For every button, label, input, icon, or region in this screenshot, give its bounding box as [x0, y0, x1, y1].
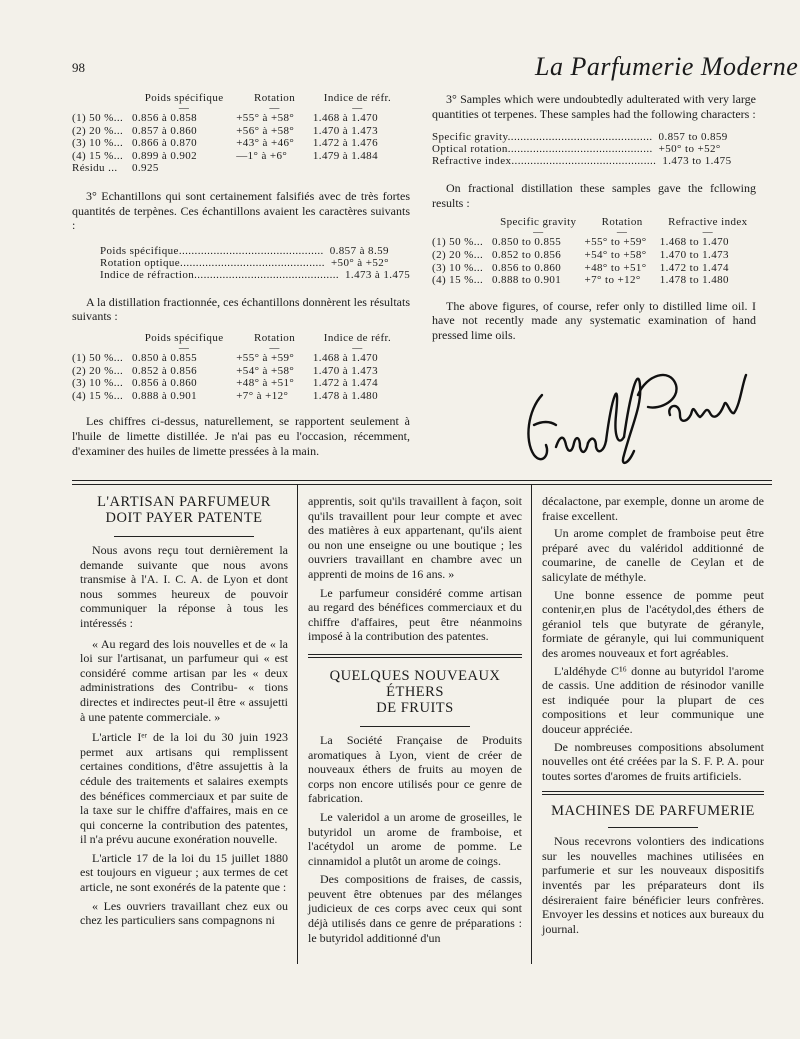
paragraph: L'article 17 de la loi du 15 juillet 1880 est toujours en vigueur ; aux termes de cet article, ne sont exonérés de la patente que :: [80, 850, 288, 895]
table-cell: 0.888 to 0.901: [492, 274, 562, 287]
paragraph: A la distillation fractionnée, ces échantillons donnèrent les résultats suivants :: [72, 294, 410, 324]
table-cell: +54° à +58°: [236, 364, 295, 377]
table-row: [432, 249, 756, 262]
table-cell: +48° to +51°: [584, 261, 647, 274]
table-cell: +55° à +59°: [236, 351, 295, 364]
table-header: Poids spécifique: [144, 331, 224, 344]
table-cell: +55° à +58°: [236, 112, 295, 124]
property-label: Indice de réfraction: [100, 268, 195, 281]
journal-title: La Parfumerie Moderne: [535, 52, 799, 81]
table-cell: (1) 50 %...: [72, 112, 124, 124]
property-value: 1.473 à 1.475: [345, 268, 411, 281]
paragraph: Nous recevrons volontiers des indications sur les nouvelles machines utilisées en parfumerie et sur les nouveaux dispositifs inventés par les préparateurs dont ils désireraient faire bénéficier leurs confrères. Envoyer les dessins et notices aux bureaux du journal.: [542, 834, 764, 936]
property-value: 0.857 à 8.59: [329, 244, 389, 257]
table-cell: 1.468 à 1.470: [312, 351, 378, 364]
table-cell: 1.478 to 1.480: [659, 274, 729, 287]
article-title-line: QUELQUES NOUVEAUX ÉTHERS: [329, 667, 501, 700]
table-cell: 1.470 to 1.473: [659, 248, 729, 261]
table-cell: 0.899 à 0.902: [132, 149, 198, 162]
table-cell: 0.866 à 0.870: [132, 137, 198, 150]
table-header: Indice de réfr.: [323, 92, 392, 104]
table-row: [72, 150, 402, 163]
table-row: [72, 365, 402, 378]
table-row: [432, 274, 756, 287]
table-header: [72, 92, 132, 106]
table-row: [432, 262, 756, 275]
paragraph: 3° Echantillons qui sont certainement falsifiés avec de très fortes quantités de terpènes. Ces échantillons avaient les caractères suivants :: [72, 188, 410, 233]
property-value: +50° à +52°: [330, 256, 389, 269]
table-cell: 1.468 to 1.470: [659, 236, 729, 249]
paragraph: De nombreuses compositions absolument nouvelles ont été créées par la S. F. P. A. pour toutes sortes d'aromes de fruits artificiels.: [542, 739, 764, 783]
section-rule: [308, 654, 522, 655]
table-header: [72, 332, 132, 346]
table-cell: 1.468 à 1.470: [312, 112, 378, 124]
column-rule: [297, 484, 298, 964]
table-cell: 0.856 to 0.860: [492, 261, 562, 274]
table-header: Rotation: [254, 331, 296, 344]
article-title-line: DE FRUITS: [376, 699, 454, 716]
column-1: [80, 494, 288, 928]
paragraph: apprentis, soit qu'ils travaillent à façon, soit qu'ils travaillent pour leur compte et avec des matières à eux appartenant, qu'ils aient ou non une enseigne ou une boutique ; les ouvriers travaillant en chambre avec un apprenti de moins de 16 ans. »: [308, 494, 522, 581]
table-cell: +55° to +59°: [584, 236, 647, 249]
section-rule: [542, 791, 764, 792]
table-cell: 0.856 à 0.860: [132, 377, 198, 390]
paragraph: Des compositions de fraises, de cassis, peuvent être obtenues par des mélanges judicieux de ces corps avec ceux qui sont déjà utilisés dans ce genre de préparations : le butyridol additionné d'un: [308, 872, 522, 945]
paragraph: décalactone, par exemple, donne un arome de fraise excellent.: [542, 494, 764, 523]
properties-list: [432, 131, 732, 167]
article-title: [308, 668, 522, 716]
table-cell: 0.852 à 0.856: [132, 364, 198, 377]
article-title-line: L'ARTISAN PARFUMEUR: [97, 494, 271, 510]
paragraph: L'aldéhyde C¹⁶ donne au butyridol l'arome de cassis. Une addition de résinodor vanille est indiquée pour la plupart de ces compositions et leur communique une douceur appréciée.: [542, 663, 764, 736]
property-label: Refractive index: [432, 155, 512, 168]
paragraph: Un arome complet de framboise peut être préparé avec du valéridol additionné de coumarine, de canelle de Ceylan et de salicylate de méthyle.: [542, 526, 764, 584]
table-header: [432, 216, 492, 230]
right-top-section: [432, 92, 756, 343]
section-rule: [542, 794, 764, 795]
title-rule: [608, 827, 698, 828]
title-rule: [360, 726, 470, 727]
paragraph: « Au regard des lois nouvelles et de « la loi sur l'artisanat, un parfumeur qui « est considéré comme artisan par les « deux administrations des Contribu- « tions directes et indirectes peut-il être « assujetti à une patente commerciale. »: [80, 636, 288, 724]
column-3: [542, 494, 764, 936]
table-cell: 1.478 à 1.480: [312, 389, 378, 402]
french-table-2: Poids spécifique Rotation Indice de réfr. — — — (1) 50 %... 0.850 à 0.855 +55° à +59° 1.468 à 1.470 (2) 20 %... 0.852 à 0.856 +54° à +58° 1.470 à 1.473 (3) 10 %... 0.856 à 0.860 +48° à +51° 1.472 à 1.474 (4) 15 %... 0.888 à 0.901 +7° à +12° 1.478 à 1.480: [72, 332, 402, 402]
paragraph: Nous avons reçu tout dernièrement la demande suivante que nous avons transmise à l'A. I. C. A. de Lyon et dont nous sommes heureux de pouvoir communiquer la réponse à tous les intéressés :: [80, 543, 288, 630]
property-row: Optical rotation.............................................. +50° to +52°: [432, 143, 732, 155]
paragraph: On fractional distillation these samples gave the fcllowing results :: [432, 181, 756, 210]
table-row: [72, 377, 402, 390]
left-top-section: [72, 92, 410, 458]
table-cell: 1.470 à 1.473: [312, 124, 378, 137]
paragraph: 3° Samples which were undoubtedly adulterated with very large quantities ot terpenes. These samples had the following characters :: [432, 92, 756, 121]
paragraph: Les chiffres ci-dessus, naturellement, se rapportent seulement à l'huile de limette distillée. Je n'ai pas eu l'occasion, récemment, d'examiner des huiles de limette pressées à la main.: [72, 414, 410, 458]
horizontal-rule: [72, 484, 772, 485]
table-cell: (4) 15 %...: [72, 149, 124, 162]
property-label: Specific gravity: [432, 131, 508, 144]
french-table-1: Poids spécifique Rotation Indice de réfr. — — — (1) 50 %... 0.856 à 0.858 +55° à +58° 1.468 à 1.470 (2) 20 %... 0.857 à 0.860 +56° à +58° 1.470 à 1.473 (3) 10 %... 0.866 à 0.870 +43° à +46° 1.472 à 1.476 (4) 15 %... 0.899 à 0.902 —1° à +6° 1.479 à 1.484 Résidu ... 0.925: [72, 92, 402, 175]
table-row: [432, 236, 756, 249]
paragraph: The above figures, of course, refer only to distilled lime oil. I have not recently made any systematic examination of hand pressed lime oils.: [432, 298, 756, 342]
property-value: 1.473 to 1.475: [662, 155, 732, 168]
table-cell: +48° à +51°: [236, 377, 295, 390]
table-header: Refractive index: [668, 216, 748, 229]
table-cell: 0.857 à 0.860: [132, 124, 198, 137]
table-cell: (2) 20 %...: [432, 248, 484, 261]
section-rule: [308, 657, 522, 658]
property-label: Optical rotation: [432, 143, 508, 156]
table-cell: 0.856 à 0.858: [132, 112, 198, 124]
table-cell: 1.472 à 1.474: [312, 377, 378, 390]
property-label: Poids spécifique: [100, 244, 179, 257]
table-cell: (3) 10 %...: [432, 261, 484, 274]
table-header: Specific gravity: [500, 216, 577, 229]
table-cell: 0.888 à 0.901: [132, 389, 198, 402]
table-row: [72, 352, 402, 365]
table-row: [72, 162, 402, 175]
article-title: [80, 494, 288, 526]
table-cell: —1° à +6°: [236, 149, 288, 162]
horizontal-rule: [72, 480, 772, 481]
table-cell: 0.850 à 0.855: [132, 351, 198, 364]
property-value: +50° to +52°: [658, 143, 721, 156]
paragraph: Une bonne essence de pomme peut contenir,en plus de l'acétydol,des éthers de géraniol tels que butyrate de géranyle, formiate de géranyle, qui lui communiquent des aromes nouveaux et fort agréables.: [542, 587, 764, 660]
property-row: Poids spécifique.............................................. 0.857 à 8.59: [100, 244, 389, 257]
table-cell: 0.850 to 0.855: [492, 236, 562, 249]
table-cell: Résidu ...: [72, 162, 118, 175]
table-cell: 1.472 à 1.476: [312, 137, 378, 150]
table-row: [72, 390, 402, 403]
property-row: Indice de réfraction.............................................. 1.473 à 1.475: [100, 268, 411, 281]
table-cell: (1) 50 %...: [72, 351, 124, 364]
property-row: Refractive index.............................................. 1.473 to 1.475: [432, 155, 732, 168]
column-2: [308, 494, 522, 945]
table-cell: 0.852 to 0.856: [492, 248, 562, 261]
title-rule: [114, 536, 254, 537]
paragraph: L'article Iᵉʳ de la loi du 30 juin 1923 permet aux artisans qui remplissent certaines conditions, d'être assujettis à la cédule des traitements et salaires exempts des bénéfices commerciaux et par suite de la taxe sur le chiffre d'affaires, mais en ce qui concerne la contribution des patentes, il n'a prévu aucune exonération nouvelle.: [80, 730, 288, 847]
table-cell: +7° à +12°: [236, 389, 289, 402]
table-row: [72, 112, 402, 125]
table-cell: 0.925: [132, 162, 159, 175]
article-title: MACHINES DE PARFUMERIE: [551, 803, 755, 820]
table-cell: +7° to +12°: [584, 274, 641, 287]
table-row: [72, 137, 402, 150]
table-header: Rotation: [254, 92, 296, 104]
property-label: Rotation optique: [100, 256, 181, 269]
properties-list: [100, 244, 411, 281]
column-rule: [531, 484, 532, 964]
table-header: Indice de réfr.: [323, 331, 392, 344]
article-title-line: DOIT PAYER PATENTE: [105, 510, 263, 526]
signature-image: [520, 355, 760, 475]
table-header: Poids spécifique: [144, 92, 224, 104]
paragraph: Le valeridol a un arome de groseilles, le butyridol un arome de framboise, et l'acétydol un arome de pomme. Le cinnamidol a plutôt un arome de coings.: [308, 809, 522, 868]
table-cell: (2) 20 %...: [72, 124, 124, 137]
table-cell: (4) 15 %...: [72, 389, 124, 402]
table-cell: [313, 162, 402, 175]
table-header: Rotation: [601, 216, 643, 229]
table-cell: 1.479 à 1.484: [312, 149, 378, 162]
table-cell: (3) 10 %...: [72, 137, 124, 150]
table-cell: +54° to +58°: [584, 248, 647, 261]
property-row: Rotation optique.............................................. +50° à +52°: [100, 256, 389, 269]
paragraph: « Les ouvriers travaillant chez eux ou chez les particuliers sans compagnons ni: [80, 898, 288, 928]
table-cell: +43° à +46°: [236, 137, 295, 150]
table-cell: (3) 10 %...: [72, 377, 124, 390]
page-number: 98: [72, 60, 85, 75]
paragraph: Le parfumeur considéré comme artisan au regard des bénéfices commerciaux et du chiffre d'affaires, peut être néanmoins imposé à la contribution des patentes.: [308, 585, 522, 644]
english-table: Specific gravity Rotation Refractive index — — — (1) 50 %... 0.850 to 0.855 +55° to +59° 1.468 to 1.470 (2) 20 %... 0.852 to 0.856 +54° to +58° 1.470 to 1.473 (3) 10 %... 0.856 to 0.860 +48° to +51° 1.472 to 1.474 (4) 15 %... 0.888 to 0.901 +7° to +12° 1.478 to 1.480: [432, 216, 756, 286]
table-cell: (4) 15 %...: [432, 274, 484, 287]
paragraph: La Société Française de Produits aromatiques à Lyon, vient de créer de nouveaux éthers de fruits au moyen de corps non encore utilisés pour ce genre de fabrication.: [308, 732, 522, 806]
table-cell: 1.472 to 1.474: [659, 261, 729, 274]
property-value: 0.857 to 0.859: [658, 131, 728, 144]
table-cell: (2) 20 %...: [72, 364, 124, 377]
table-row: [72, 125, 402, 138]
table-cell: [236, 162, 313, 175]
table-cell: +56° à +58°: [236, 124, 295, 137]
property-row: Specific gravity.............................................. 0.857 to 0.859: [432, 131, 732, 143]
table-cell: (1) 50 %...: [432, 236, 484, 249]
table-cell: 1.470 à 1.473: [312, 364, 378, 377]
